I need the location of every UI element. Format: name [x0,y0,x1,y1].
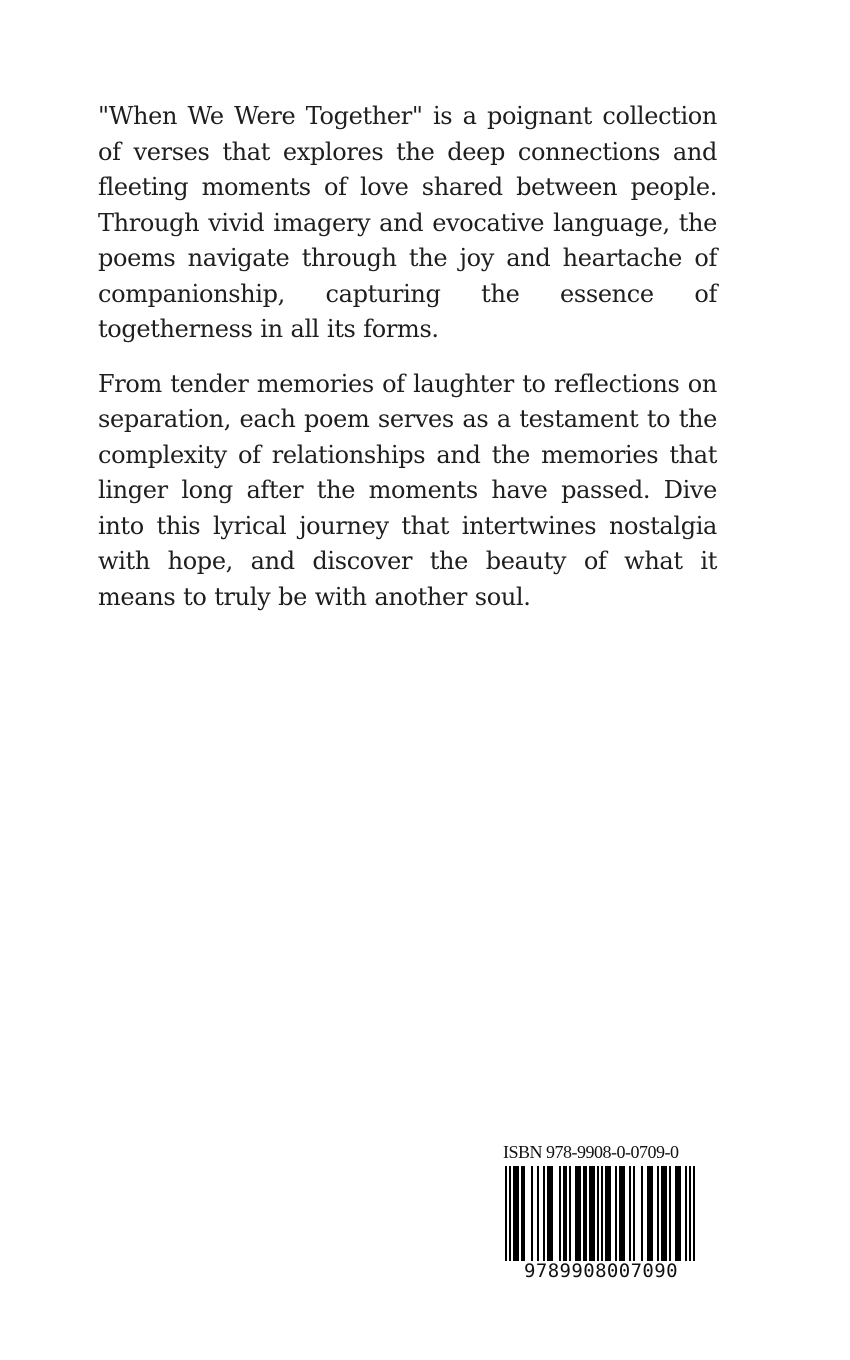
barcode-bar [575,1166,581,1261]
barcode-bar [597,1166,599,1261]
barcode-bar [505,1166,507,1261]
barcode-bar [513,1166,519,1261]
barcode-bar [629,1166,631,1261]
barcode-digits: 9789908007090 [524,1260,678,1282]
barcode-bar [641,1166,643,1261]
barcode-bar [521,1166,525,1261]
barcode-image [505,1166,695,1261]
barcode-bar [657,1166,659,1261]
barcode-bar [559,1166,561,1261]
barcode-bar [661,1166,667,1261]
barcode-bar [685,1166,687,1261]
barcode-bar [547,1166,553,1261]
barcode-bar [615,1166,617,1261]
barcode-bar [619,1166,625,1261]
description-paragraph-2: From tender memories of laughter to reflections on separation, each poem serves as a testament to the complexity of relationships and the memories that linger long after the moments have passed. Dive into this lyrical journey that intertwines nostalgia with hope, and discover the beauty of what it means to truly be with another soul. [98,369,717,611]
barcode-bar [569,1166,571,1261]
barcode-bar [563,1166,567,1261]
barcode-bar [543,1166,545,1261]
barcode-bar [647,1166,653,1261]
barcode-bar [509,1166,511,1261]
barcode-bar [601,1166,603,1261]
barcode-bar [669,1166,671,1261]
barcode-bar [633,1166,635,1261]
description-paragraph-1: "When We Were Together" is a poignant collection of verses that explores the deep connections and fleeting moments of love shared between people. Through vivid imagery and evocative language, the poems navigate through the joy and heartache of companionship, capturing the essence of togetherness in all its forms. [98,102,717,343]
barcode-bar [583,1166,587,1261]
isbn-barcode-block [498,1142,700,1288]
book-description [98,99,717,634]
barcode-bar [531,1166,533,1261]
barcode-bar [605,1166,611,1261]
barcode-bar [589,1166,595,1261]
barcode-bar [689,1166,691,1261]
isbn-label: ISBN 978-9908-0-0709-0 [503,1142,679,1162]
barcode-bar [675,1166,681,1261]
barcode-bar [693,1166,695,1261]
barcode-bar [537,1166,539,1261]
